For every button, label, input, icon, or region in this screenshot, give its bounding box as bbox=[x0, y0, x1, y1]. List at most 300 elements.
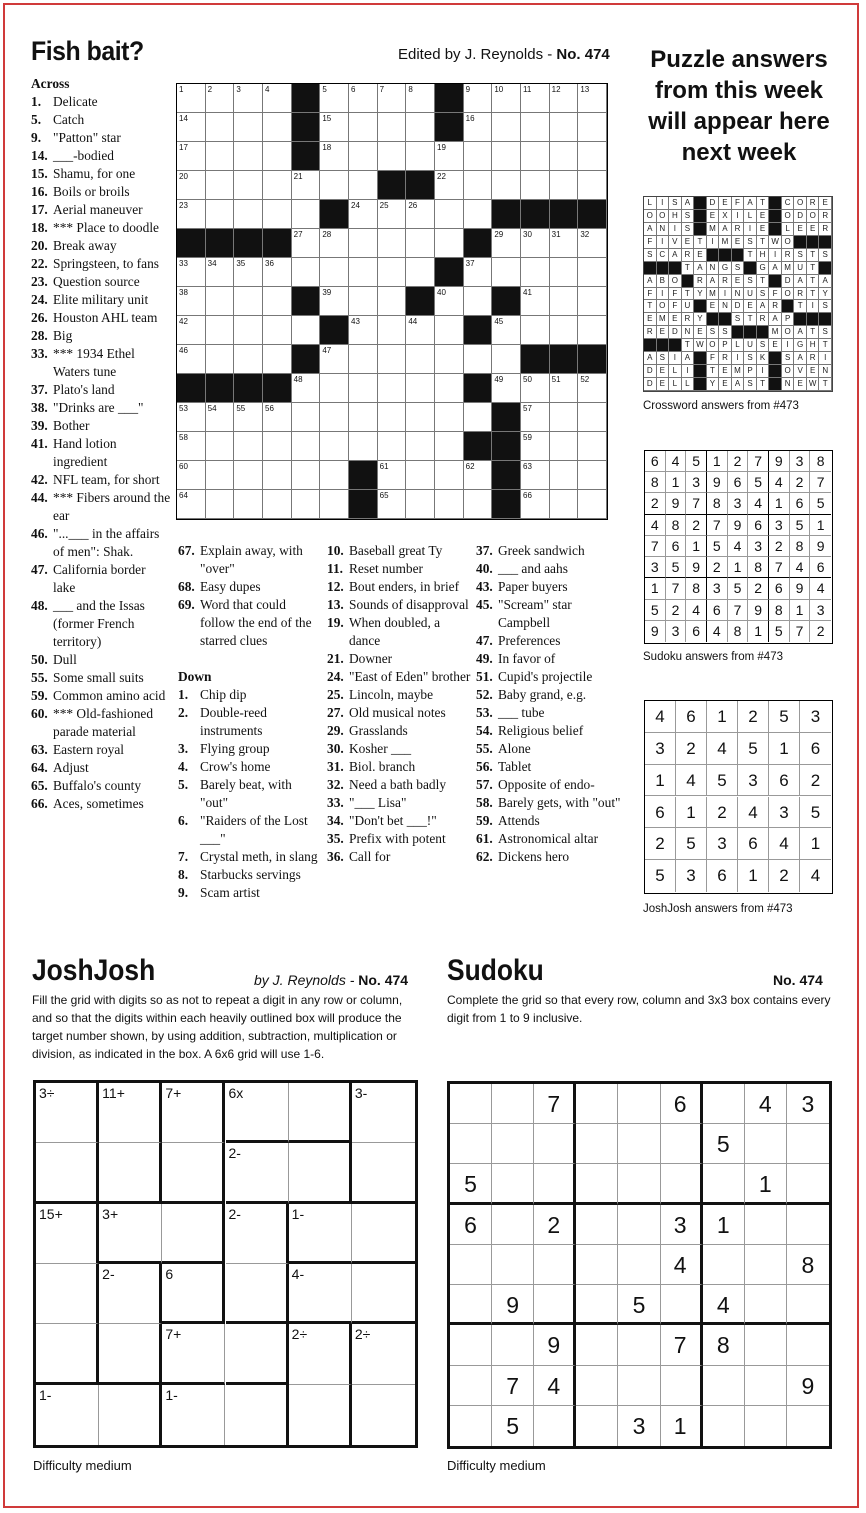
joshjosh-cell[interactable] bbox=[352, 1204, 415, 1264]
sudoku-given-digit[interactable]: 2 bbox=[534, 1205, 576, 1245]
sudoku-empty-cell[interactable] bbox=[450, 1245, 492, 1285]
crossword-cell[interactable] bbox=[263, 200, 292, 229]
sudoku-given-digit[interactable]: 1 bbox=[661, 1406, 703, 1446]
crossword-cell[interactable] bbox=[177, 461, 206, 490]
crossword-cell[interactable] bbox=[464, 258, 493, 287]
crossword-cell[interactable] bbox=[263, 258, 292, 287]
crossword-cell[interactable] bbox=[578, 84, 607, 113]
crossword-cell[interactable] bbox=[320, 461, 349, 490]
joshjosh-cell[interactable] bbox=[226, 1324, 289, 1384]
crossword-cell[interactable] bbox=[177, 200, 206, 229]
crossword-cell[interactable] bbox=[263, 490, 292, 519]
joshjosh-cell[interactable] bbox=[226, 1083, 289, 1143]
sudoku-empty-cell[interactable] bbox=[450, 1325, 492, 1365]
joshjosh-cell[interactable] bbox=[36, 1083, 99, 1143]
crossword-cell[interactable] bbox=[206, 200, 235, 229]
crossword-cell[interactable] bbox=[177, 84, 206, 113]
crossword-cell[interactable] bbox=[349, 258, 378, 287]
crossword-cell[interactable] bbox=[521, 258, 550, 287]
crossword-cell[interactable] bbox=[234, 113, 263, 142]
crossword-cell[interactable] bbox=[521, 432, 550, 461]
crossword-cell[interactable] bbox=[464, 403, 493, 432]
crossword-cell[interactable] bbox=[464, 84, 493, 113]
crossword-cell[interactable] bbox=[292, 229, 321, 258]
joshjosh-grid[interactable] bbox=[33, 1080, 418, 1448]
crossword-cell[interactable] bbox=[406, 200, 435, 229]
crossword-cell[interactable] bbox=[234, 316, 263, 345]
joshjosh-cell[interactable] bbox=[162, 1204, 225, 1264]
crossword-cell[interactable] bbox=[263, 142, 292, 171]
sudoku-empty-cell[interactable] bbox=[703, 1366, 745, 1406]
sudoku-empty-cell[interactable] bbox=[450, 1124, 492, 1164]
sudoku-empty-cell[interactable] bbox=[787, 1205, 829, 1245]
crossword-cell[interactable] bbox=[521, 142, 550, 171]
crossword-cell[interactable] bbox=[406, 461, 435, 490]
crossword-cell[interactable] bbox=[550, 490, 579, 519]
joshjosh-cell[interactable] bbox=[36, 1264, 99, 1324]
crossword-cell[interactable] bbox=[263, 345, 292, 374]
crossword-cell[interactable] bbox=[435, 432, 464, 461]
joshjosh-cell[interactable] bbox=[289, 1143, 352, 1203]
crossword-cell[interactable] bbox=[521, 84, 550, 113]
sudoku-empty-cell[interactable] bbox=[745, 1366, 787, 1406]
crossword-cell[interactable] bbox=[435, 229, 464, 258]
sudoku-empty-cell[interactable] bbox=[576, 1164, 618, 1204]
crossword-cell[interactable] bbox=[177, 142, 206, 171]
crossword-cell[interactable] bbox=[435, 316, 464, 345]
crossword-cell[interactable] bbox=[521, 461, 550, 490]
crossword-cell[interactable] bbox=[378, 142, 407, 171]
sudoku-given-digit[interactable]: 9 bbox=[787, 1366, 829, 1406]
crossword-cell[interactable] bbox=[206, 258, 235, 287]
crossword-cell[interactable] bbox=[320, 374, 349, 403]
sudoku-given-digit[interactable]: 6 bbox=[450, 1205, 492, 1245]
crossword-cell[interactable] bbox=[578, 374, 607, 403]
crossword-cell[interactable] bbox=[464, 287, 493, 316]
sudoku-empty-cell[interactable] bbox=[703, 1245, 745, 1285]
crossword-cell[interactable] bbox=[349, 171, 378, 200]
sudoku-empty-cell[interactable] bbox=[492, 1164, 534, 1204]
crossword-cell[interactable] bbox=[234, 171, 263, 200]
crossword-cell[interactable] bbox=[578, 229, 607, 258]
crossword-cell[interactable] bbox=[206, 113, 235, 142]
crossword-cell[interactable] bbox=[406, 490, 435, 519]
crossword-cell[interactable] bbox=[349, 432, 378, 461]
crossword-cell[interactable] bbox=[550, 84, 579, 113]
joshjosh-cell[interactable] bbox=[289, 1385, 352, 1445]
joshjosh-cell[interactable] bbox=[36, 1143, 99, 1203]
crossword-cell[interactable] bbox=[378, 258, 407, 287]
crossword-cell[interactable] bbox=[234, 403, 263, 432]
crossword-cell[interactable] bbox=[234, 258, 263, 287]
sudoku-given-digit[interactable]: 7 bbox=[661, 1325, 703, 1365]
crossword-cell[interactable] bbox=[435, 490, 464, 519]
crossword-cell[interactable] bbox=[292, 432, 321, 461]
crossword-cell[interactable] bbox=[292, 403, 321, 432]
crossword-cell[interactable] bbox=[406, 316, 435, 345]
crossword-cell[interactable] bbox=[378, 461, 407, 490]
sudoku-empty-cell[interactable] bbox=[576, 1084, 618, 1124]
sudoku-given-digit[interactable]: 4 bbox=[703, 1285, 745, 1325]
crossword-cell[interactable] bbox=[349, 200, 378, 229]
sudoku-empty-cell[interactable] bbox=[492, 1325, 534, 1365]
crossword-cell[interactable] bbox=[406, 84, 435, 113]
sudoku-empty-cell[interactable] bbox=[661, 1124, 703, 1164]
crossword-cell[interactable] bbox=[320, 113, 349, 142]
sudoku-empty-cell[interactable] bbox=[576, 1124, 618, 1164]
crossword-cell[interactable] bbox=[550, 374, 579, 403]
crossword-cell[interactable] bbox=[320, 403, 349, 432]
crossword-cell[interactable] bbox=[234, 142, 263, 171]
sudoku-empty-cell[interactable] bbox=[618, 1124, 660, 1164]
crossword-cell[interactable] bbox=[263, 432, 292, 461]
sudoku-empty-cell[interactable] bbox=[576, 1245, 618, 1285]
sudoku-empty-cell[interactable] bbox=[703, 1406, 745, 1446]
crossword-cell[interactable] bbox=[292, 490, 321, 519]
sudoku-empty-cell[interactable] bbox=[618, 1084, 660, 1124]
sudoku-empty-cell[interactable] bbox=[492, 1124, 534, 1164]
sudoku-empty-cell[interactable] bbox=[745, 1285, 787, 1325]
crossword-cell[interactable] bbox=[464, 142, 493, 171]
sudoku-empty-cell[interactable] bbox=[450, 1366, 492, 1406]
crossword-cell[interactable] bbox=[521, 403, 550, 432]
crossword-cell[interactable] bbox=[550, 142, 579, 171]
crossword-cell[interactable] bbox=[435, 171, 464, 200]
crossword-cell[interactable] bbox=[578, 142, 607, 171]
crossword-cell[interactable] bbox=[435, 461, 464, 490]
sudoku-empty-cell[interactable] bbox=[618, 1245, 660, 1285]
crossword-cell[interactable] bbox=[378, 345, 407, 374]
crossword-cell[interactable] bbox=[550, 171, 579, 200]
joshjosh-cell[interactable] bbox=[162, 1264, 225, 1324]
crossword-cell[interactable] bbox=[349, 403, 378, 432]
sudoku-given-digit[interactable]: 7 bbox=[534, 1084, 576, 1124]
sudoku-empty-cell[interactable] bbox=[534, 1245, 576, 1285]
crossword-cell[interactable] bbox=[177, 287, 206, 316]
crossword-cell[interactable] bbox=[378, 316, 407, 345]
crossword-cell[interactable] bbox=[435, 287, 464, 316]
joshjosh-cell[interactable] bbox=[99, 1143, 162, 1203]
crossword-cell[interactable] bbox=[550, 287, 579, 316]
sudoku-empty-cell[interactable] bbox=[450, 1084, 492, 1124]
crossword-cell[interactable] bbox=[464, 200, 493, 229]
crossword-cell[interactable] bbox=[206, 461, 235, 490]
crossword-cell[interactable] bbox=[550, 229, 579, 258]
crossword-cell[interactable] bbox=[177, 113, 206, 142]
crossword-cell[interactable] bbox=[320, 345, 349, 374]
crossword-cell[interactable] bbox=[378, 432, 407, 461]
crossword-cell[interactable] bbox=[177, 345, 206, 374]
sudoku-empty-cell[interactable] bbox=[492, 1245, 534, 1285]
crossword-cell[interactable] bbox=[578, 432, 607, 461]
sudoku-given-digit[interactable]: 5 bbox=[492, 1406, 534, 1446]
joshjosh-cell[interactable] bbox=[99, 1264, 162, 1324]
crossword-cell[interactable] bbox=[435, 403, 464, 432]
crossword-cell[interactable] bbox=[292, 374, 321, 403]
crossword-cell[interactable] bbox=[349, 142, 378, 171]
crossword-cell[interactable] bbox=[206, 171, 235, 200]
sudoku-given-digit[interactable]: 5 bbox=[703, 1124, 745, 1164]
joshjosh-cell[interactable] bbox=[289, 1264, 352, 1324]
crossword-cell[interactable] bbox=[578, 490, 607, 519]
crossword-cell[interactable] bbox=[378, 403, 407, 432]
crossword-cell[interactable] bbox=[263, 403, 292, 432]
joshjosh-cell[interactable] bbox=[226, 1264, 289, 1324]
crossword-cell[interactable] bbox=[320, 84, 349, 113]
crossword-cell[interactable] bbox=[464, 345, 493, 374]
crossword-cell[interactable] bbox=[578, 316, 607, 345]
crossword-cell[interactable] bbox=[378, 229, 407, 258]
sudoku-given-digit[interactable]: 9 bbox=[534, 1325, 576, 1365]
sudoku-empty-cell[interactable] bbox=[492, 1084, 534, 1124]
crossword-cell[interactable] bbox=[378, 84, 407, 113]
crossword-cell[interactable] bbox=[578, 113, 607, 142]
sudoku-empty-cell[interactable] bbox=[534, 1285, 576, 1325]
sudoku-given-digit[interactable]: 8 bbox=[703, 1325, 745, 1365]
crossword-cell[interactable] bbox=[521, 171, 550, 200]
crossword-cell[interactable] bbox=[492, 142, 521, 171]
joshjosh-cell[interactable] bbox=[352, 1324, 415, 1384]
sudoku-given-digit[interactable]: 1 bbox=[745, 1164, 787, 1204]
crossword-cell[interactable] bbox=[234, 432, 263, 461]
crossword-cell[interactable] bbox=[378, 374, 407, 403]
crossword-cell[interactable] bbox=[578, 287, 607, 316]
crossword-cell[interactable] bbox=[550, 258, 579, 287]
sudoku-empty-cell[interactable] bbox=[661, 1164, 703, 1204]
sudoku-empty-cell[interactable] bbox=[576, 1285, 618, 1325]
crossword-cell[interactable] bbox=[521, 316, 550, 345]
crossword-grid[interactable] bbox=[176, 83, 608, 520]
crossword-cell[interactable] bbox=[550, 432, 579, 461]
crossword-cell[interactable] bbox=[177, 258, 206, 287]
crossword-cell[interactable] bbox=[292, 461, 321, 490]
crossword-cell[interactable] bbox=[492, 84, 521, 113]
crossword-cell[interactable] bbox=[464, 461, 493, 490]
crossword-cell[interactable] bbox=[492, 258, 521, 287]
sudoku-given-digit[interactable]: 3 bbox=[661, 1205, 703, 1245]
crossword-cell[interactable] bbox=[378, 490, 407, 519]
sudoku-given-digit[interactable]: 6 bbox=[661, 1084, 703, 1124]
sudoku-empty-cell[interactable] bbox=[534, 1124, 576, 1164]
crossword-cell[interactable] bbox=[521, 229, 550, 258]
crossword-cell[interactable] bbox=[578, 461, 607, 490]
crossword-cell[interactable] bbox=[292, 200, 321, 229]
crossword-cell[interactable] bbox=[349, 229, 378, 258]
crossword-cell[interactable] bbox=[263, 461, 292, 490]
joshjosh-cell[interactable] bbox=[162, 1143, 225, 1203]
crossword-cell[interactable] bbox=[349, 113, 378, 142]
joshjosh-cell[interactable] bbox=[99, 1385, 162, 1445]
sudoku-empty-cell[interactable] bbox=[576, 1366, 618, 1406]
crossword-cell[interactable] bbox=[435, 200, 464, 229]
crossword-cell[interactable] bbox=[234, 200, 263, 229]
crossword-cell[interactable] bbox=[521, 490, 550, 519]
crossword-cell[interactable] bbox=[435, 374, 464, 403]
crossword-cell[interactable] bbox=[406, 142, 435, 171]
crossword-cell[interactable] bbox=[464, 490, 493, 519]
joshjosh-cell[interactable] bbox=[352, 1385, 415, 1445]
joshjosh-cell[interactable] bbox=[352, 1264, 415, 1324]
crossword-cell[interactable] bbox=[492, 113, 521, 142]
crossword-cell[interactable] bbox=[435, 345, 464, 374]
joshjosh-cell[interactable] bbox=[36, 1204, 99, 1264]
sudoku-empty-cell[interactable] bbox=[703, 1164, 745, 1204]
sudoku-given-digit[interactable]: 3 bbox=[618, 1406, 660, 1446]
sudoku-given-digit[interactable]: 3 bbox=[787, 1084, 829, 1124]
sudoku-given-digit[interactable]: 4 bbox=[661, 1245, 703, 1285]
crossword-cell[interactable] bbox=[263, 171, 292, 200]
crossword-cell[interactable] bbox=[578, 258, 607, 287]
crossword-cell[interactable] bbox=[263, 287, 292, 316]
sudoku-empty-cell[interactable] bbox=[745, 1205, 787, 1245]
sudoku-given-digit[interactable]: 4 bbox=[745, 1084, 787, 1124]
sudoku-empty-cell[interactable] bbox=[787, 1285, 829, 1325]
crossword-cell[interactable] bbox=[206, 432, 235, 461]
crossword-cell[interactable] bbox=[206, 142, 235, 171]
sudoku-empty-cell[interactable] bbox=[661, 1285, 703, 1325]
crossword-cell[interactable] bbox=[206, 345, 235, 374]
crossword-cell[interactable] bbox=[320, 258, 349, 287]
sudoku-empty-cell[interactable] bbox=[745, 1245, 787, 1285]
sudoku-empty-cell[interactable] bbox=[787, 1325, 829, 1365]
crossword-cell[interactable] bbox=[234, 287, 263, 316]
crossword-cell[interactable] bbox=[234, 461, 263, 490]
crossword-cell[interactable] bbox=[349, 84, 378, 113]
sudoku-empty-cell[interactable] bbox=[534, 1164, 576, 1204]
sudoku-empty-cell[interactable] bbox=[618, 1366, 660, 1406]
crossword-cell[interactable] bbox=[349, 345, 378, 374]
crossword-cell[interactable] bbox=[349, 374, 378, 403]
crossword-cell[interactable] bbox=[177, 403, 206, 432]
sudoku-empty-cell[interactable] bbox=[576, 1205, 618, 1245]
sudoku-empty-cell[interactable] bbox=[618, 1164, 660, 1204]
crossword-cell[interactable] bbox=[550, 403, 579, 432]
joshjosh-cell[interactable] bbox=[352, 1143, 415, 1203]
joshjosh-cell[interactable] bbox=[162, 1083, 225, 1143]
crossword-cell[interactable] bbox=[521, 374, 550, 403]
joshjosh-cell[interactable] bbox=[289, 1324, 352, 1384]
crossword-cell[interactable] bbox=[464, 171, 493, 200]
sudoku-empty-cell[interactable] bbox=[787, 1124, 829, 1164]
crossword-cell[interactable] bbox=[464, 113, 493, 142]
joshjosh-cell[interactable] bbox=[226, 1204, 289, 1264]
crossword-cell[interactable] bbox=[521, 287, 550, 316]
sudoku-empty-cell[interactable] bbox=[618, 1205, 660, 1245]
crossword-cell[interactable] bbox=[492, 171, 521, 200]
sudoku-empty-cell[interactable] bbox=[534, 1406, 576, 1446]
joshjosh-cell[interactable] bbox=[289, 1204, 352, 1264]
joshjosh-cell[interactable] bbox=[162, 1385, 225, 1445]
sudoku-empty-cell[interactable] bbox=[745, 1325, 787, 1365]
crossword-cell[interactable] bbox=[492, 316, 521, 345]
crossword-cell[interactable] bbox=[263, 84, 292, 113]
sudoku-empty-cell[interactable] bbox=[576, 1325, 618, 1365]
crossword-cell[interactable] bbox=[320, 229, 349, 258]
joshjosh-cell[interactable] bbox=[99, 1083, 162, 1143]
crossword-cell[interactable] bbox=[550, 461, 579, 490]
sudoku-given-digit[interactable]: 8 bbox=[787, 1245, 829, 1285]
sudoku-given-digit[interactable]: 1 bbox=[703, 1205, 745, 1245]
sudoku-empty-cell[interactable] bbox=[450, 1285, 492, 1325]
crossword-cell[interactable] bbox=[177, 432, 206, 461]
sudoku-empty-cell[interactable] bbox=[745, 1406, 787, 1446]
crossword-cell[interactable] bbox=[263, 113, 292, 142]
sudoku-empty-cell[interactable] bbox=[576, 1406, 618, 1446]
sudoku-empty-cell[interactable] bbox=[661, 1366, 703, 1406]
crossword-cell[interactable] bbox=[378, 200, 407, 229]
sudoku-given-digit[interactable]: 9 bbox=[492, 1285, 534, 1325]
crossword-cell[interactable] bbox=[578, 171, 607, 200]
crossword-cell[interactable] bbox=[492, 374, 521, 403]
sudoku-given-digit[interactable]: 7 bbox=[492, 1366, 534, 1406]
crossword-cell[interactable] bbox=[292, 171, 321, 200]
crossword-cell[interactable] bbox=[292, 316, 321, 345]
sudoku-given-digit[interactable]: 4 bbox=[534, 1366, 576, 1406]
crossword-cell[interactable] bbox=[492, 229, 521, 258]
sudoku-given-digit[interactable]: 5 bbox=[450, 1164, 492, 1204]
crossword-cell[interactable] bbox=[206, 287, 235, 316]
crossword-cell[interactable] bbox=[550, 316, 579, 345]
crossword-cell[interactable] bbox=[206, 403, 235, 432]
crossword-cell[interactable] bbox=[177, 316, 206, 345]
crossword-cell[interactable] bbox=[320, 490, 349, 519]
crossword-cell[interactable] bbox=[234, 490, 263, 519]
sudoku-empty-cell[interactable] bbox=[787, 1406, 829, 1446]
crossword-cell[interactable] bbox=[550, 113, 579, 142]
crossword-cell[interactable] bbox=[234, 84, 263, 113]
crossword-cell[interactable] bbox=[206, 84, 235, 113]
crossword-cell[interactable] bbox=[320, 287, 349, 316]
crossword-cell[interactable] bbox=[234, 345, 263, 374]
crossword-cell[interactable] bbox=[349, 287, 378, 316]
crossword-cell[interactable] bbox=[320, 142, 349, 171]
joshjosh-cell[interactable] bbox=[36, 1324, 99, 1384]
sudoku-empty-cell[interactable] bbox=[618, 1325, 660, 1365]
crossword-cell[interactable] bbox=[349, 316, 378, 345]
crossword-cell[interactable] bbox=[406, 403, 435, 432]
crossword-cell[interactable] bbox=[406, 374, 435, 403]
sudoku-empty-cell[interactable] bbox=[492, 1205, 534, 1245]
crossword-cell[interactable] bbox=[206, 490, 235, 519]
joshjosh-cell[interactable] bbox=[226, 1143, 289, 1203]
crossword-cell[interactable] bbox=[177, 490, 206, 519]
crossword-cell[interactable] bbox=[378, 113, 407, 142]
joshjosh-cell[interactable] bbox=[162, 1324, 225, 1384]
crossword-cell[interactable] bbox=[406, 432, 435, 461]
crossword-cell[interactable] bbox=[320, 171, 349, 200]
sudoku-grid[interactable] bbox=[447, 1081, 832, 1449]
sudoku-empty-cell[interactable] bbox=[787, 1164, 829, 1204]
crossword-cell[interactable] bbox=[320, 432, 349, 461]
joshjosh-cell[interactable] bbox=[352, 1083, 415, 1143]
sudoku-given-digit[interactable]: 5 bbox=[618, 1285, 660, 1325]
joshjosh-cell[interactable] bbox=[99, 1324, 162, 1384]
sudoku-empty-cell[interactable] bbox=[450, 1406, 492, 1446]
crossword-cell[interactable] bbox=[406, 229, 435, 258]
crossword-cell[interactable] bbox=[378, 287, 407, 316]
crossword-cell[interactable] bbox=[177, 171, 206, 200]
joshjosh-cell[interactable] bbox=[289, 1083, 352, 1143]
crossword-cell[interactable] bbox=[406, 113, 435, 142]
crossword-cell[interactable] bbox=[292, 258, 321, 287]
joshjosh-cell[interactable] bbox=[226, 1385, 289, 1445]
sudoku-empty-cell[interactable] bbox=[703, 1084, 745, 1124]
joshjosh-cell[interactable] bbox=[36, 1385, 99, 1445]
crossword-cell[interactable] bbox=[263, 316, 292, 345]
joshjosh-cell[interactable] bbox=[99, 1204, 162, 1264]
crossword-cell[interactable] bbox=[492, 345, 521, 374]
crossword-cell[interactable] bbox=[206, 316, 235, 345]
